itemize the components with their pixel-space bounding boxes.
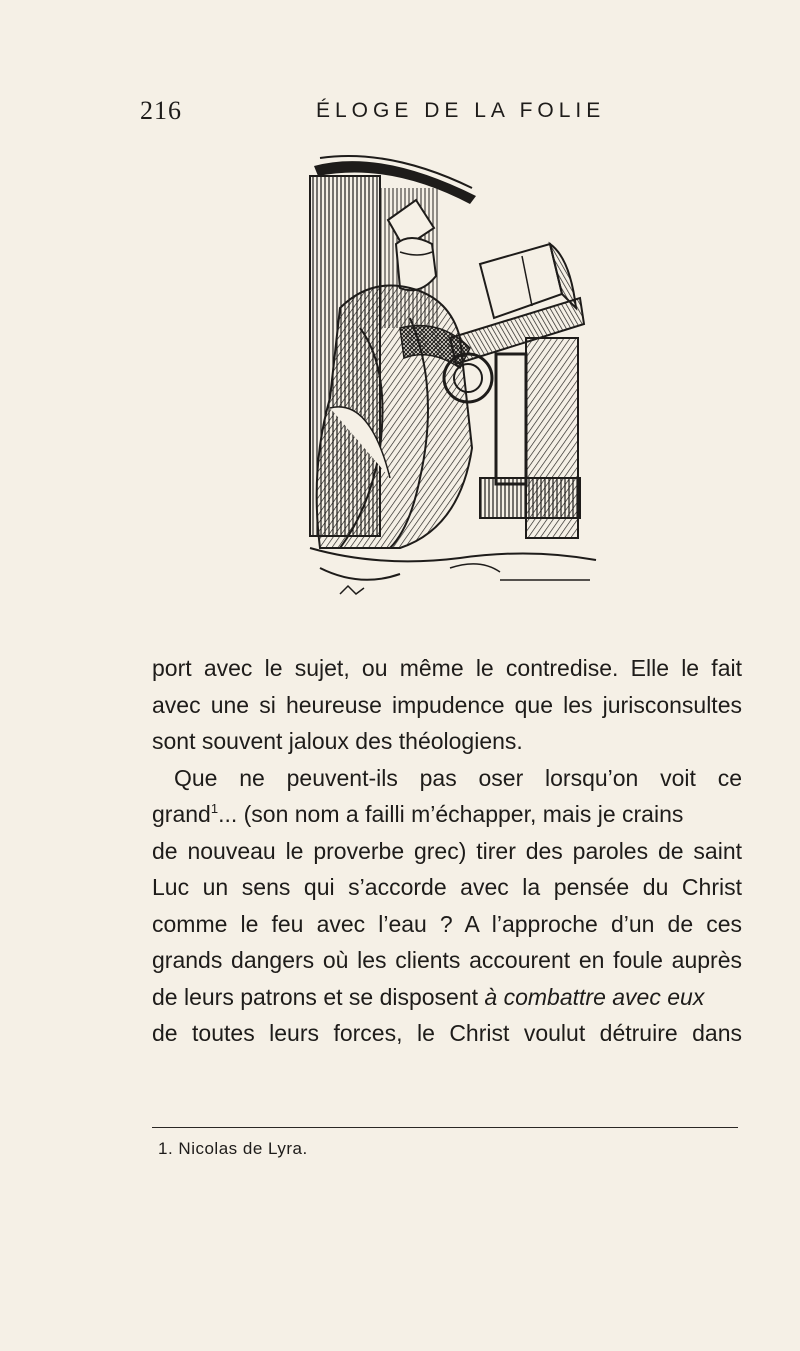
- text-fragment: grand: [152, 801, 211, 827]
- text-line: port avec le sujet, ou même le contredise. Elle le fait: [152, 655, 742, 681]
- footnote-text: Nicolas de Lyra.: [178, 1139, 308, 1158]
- engraving-illustration: [300, 148, 600, 618]
- text-line: Que ne peuvent-ils pas oser lorsqu’on voit ce: [174, 764, 742, 791]
- text-line: de nouveau le proverbe grec) tirer des paroles de saint: [152, 837, 742, 864]
- footnote-marker: 1.: [158, 1139, 174, 1158]
- emphasized-text: à combattre avec eux: [484, 983, 705, 1010]
- text-line: avec une si heureuse impudence que les jurisconsultes: [152, 691, 742, 718]
- text-line: de toutes leurs forces, le Christ voulut détruire dans: [152, 1020, 742, 1046]
- text-fragment: de leurs patrons et se disposent: [152, 983, 485, 1010]
- footnote: [158, 1139, 308, 1159]
- footnote-reference: 1: [210, 801, 219, 816]
- text-fragment: ... (son nom a failli m’échapper, mais je crains: [218, 801, 684, 827]
- footnote-divider: [152, 1127, 738, 1128]
- text-line: sont souvent jaloux des théologiens.: [152, 728, 523, 754]
- body-text: [152, 650, 742, 1052]
- running-title: ÉLOGE DE LA FOLIE: [316, 99, 606, 122]
- scholar-reading-at-lectern-icon: [300, 148, 600, 618]
- text-line: comme le feu avec l’eau ? A l’approche d’un de ces: [152, 910, 742, 937]
- text-line-with-note: [152, 796, 742, 833]
- page-number: 216: [140, 96, 182, 125]
- text-line-with-emphasis: [152, 979, 742, 1016]
- text-line: Luc un sens qui s’accorde avec la pensée du Christ: [152, 874, 742, 900]
- running-head: [140, 96, 740, 136]
- text-line: grands dangers où les clients accourent en foule auprès: [152, 947, 742, 973]
